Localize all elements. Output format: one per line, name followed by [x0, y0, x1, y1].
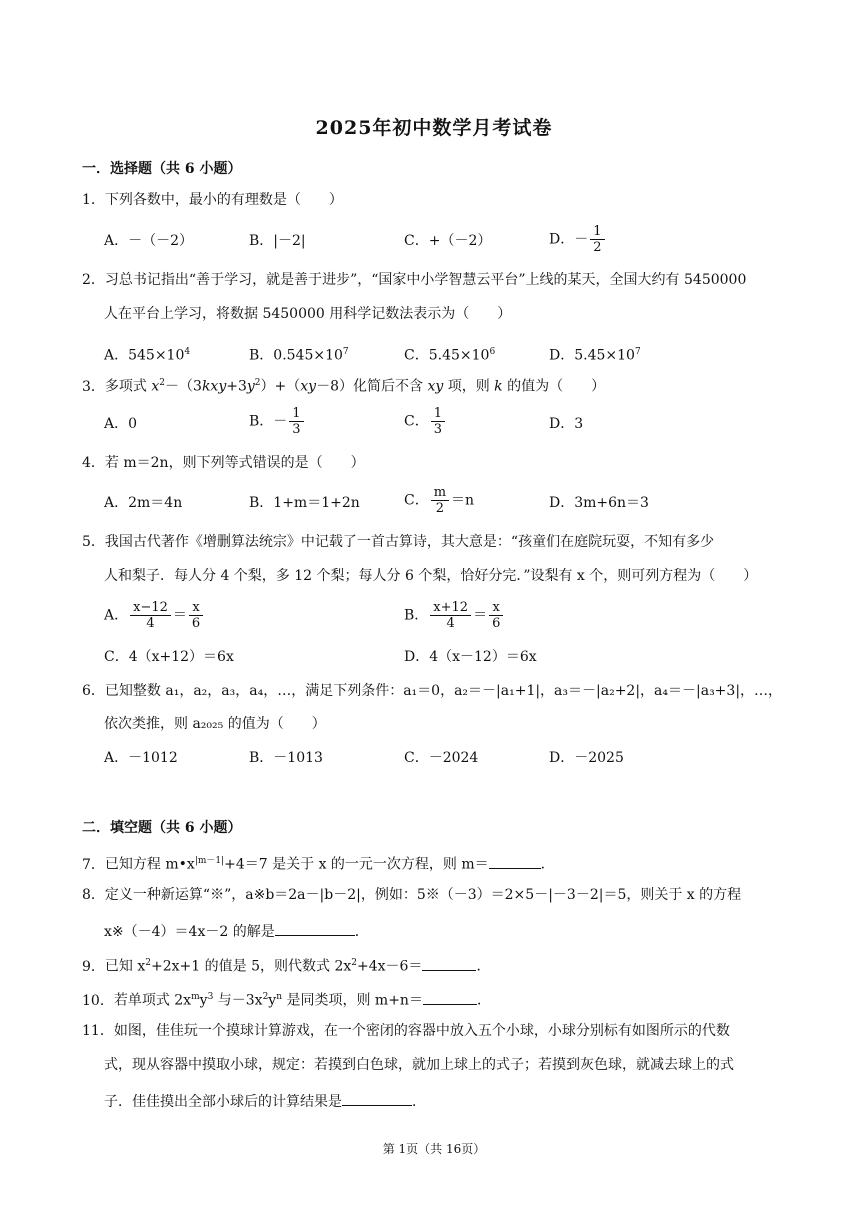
question-number: 8．	[82, 887, 105, 903]
text: 是同类项，则 m+n＝	[282, 992, 423, 1009]
fraction	[431, 406, 445, 437]
text: ．	[354, 924, 369, 940]
denominator: 6	[191, 616, 201, 631]
question-text-line1: 定义一种新运算“※”，a※b＝2a－|b－2|，例如：5※（－3）＝2×5－|－3－2|＝5，则关于 x 的方程	[104, 887, 742, 903]
text: +4＝7 是关于 x 的一元一次方程，则 m＝	[224, 856, 489, 873]
question-number: 1．	[82, 192, 105, 208]
question-number: 2．	[82, 272, 105, 288]
exponent: 7	[342, 347, 349, 357]
text: 项，则	[443, 378, 495, 395]
page-title: 2025年初中数学月考试卷	[315, 117, 553, 139]
option-a: A．0	[104, 416, 138, 432]
exponent: m	[191, 992, 200, 1002]
section-heading-fill: 二．填空题（共 6 小题）	[82, 820, 242, 836]
option-label: D．－	[549, 231, 589, 248]
option-text: A．545×10	[104, 347, 185, 364]
option-c: C．+（－2）	[404, 233, 492, 249]
option-a: A．－（－2）	[104, 233, 194, 249]
exponent: n	[276, 992, 283, 1002]
section-heading-choice: 一．选择题（共 6 小题）	[82, 161, 242, 177]
text: 多项式	[104, 378, 152, 395]
option-label: A．	[104, 607, 129, 624]
question-number: 4．	[82, 455, 105, 471]
question-4	[82, 453, 365, 473]
numerator: x−12	[130, 600, 171, 616]
question-text-line1: 习总书记指出“善于学习，就是善于进步”，“国家中小学智慧云平台”上线的某天，全国大约有 5450000	[104, 272, 747, 288]
question-number: 7．	[82, 856, 105, 873]
exponent: 2	[145, 958, 152, 968]
denominator: 4	[446, 616, 455, 631]
option-d: D．4（x－12）＝6x	[404, 649, 537, 665]
question-number: 10．	[82, 992, 114, 1009]
question-2-line2: 人在平台上学习，将数据 5450000 用科学记数法表示为（ ）	[104, 306, 512, 322]
fraction	[289, 406, 303, 437]
exponent: |m－1|	[194, 856, 225, 866]
question-9	[82, 953, 490, 977]
option-text: C．5.45×10	[404, 347, 490, 364]
exponent: 7	[634, 347, 641, 357]
question-10	[82, 987, 491, 1011]
var: x	[151, 378, 160, 395]
question-11-line2: 式，现从容器中摸取小球，规定：若摸到白色球，就加上球上的式子；若摸到灰色球，就减去球上的式	[104, 1057, 734, 1073]
option-d: D．3m+6n＝3	[549, 495, 649, 511]
numerator: 1	[289, 406, 303, 422]
option-b: B．|－2|	[249, 233, 306, 249]
option-b: B． $\frac{x+12}{4}$ ＝ $\frac{x}{6}$	[404, 600, 505, 631]
text: y	[199, 992, 208, 1009]
question-text-line1: 如图，佳佳玩一个摸球计算游戏，在一个密闭的容器中放入五个小球，小球分别标有如图所示的代数	[113, 1023, 730, 1039]
exponent: 2	[159, 378, 166, 388]
question-number: 11．	[82, 1023, 114, 1039]
text: ．	[476, 992, 491, 1009]
question-5-line2: 人和梨子．每人分 4 个梨，多 12 个梨；每人分 6 个梨，恰好分完．”设梨有 x 个，则可列方程为（ ）	[104, 568, 758, 584]
question-8	[82, 885, 741, 905]
text: +4x－6＝	[356, 958, 423, 975]
question-2	[82, 270, 746, 290]
text: ．	[540, 856, 555, 873]
fraction	[130, 600, 171, 631]
option-a	[104, 342, 190, 366]
denominator: 3	[292, 422, 301, 437]
option-c	[404, 485, 474, 516]
numerator: 1	[590, 224, 604, 240]
fraction	[590, 224, 604, 255]
exponent: 4	[184, 347, 191, 357]
var: k	[494, 378, 503, 395]
var: xy	[300, 378, 317, 395]
question-11	[82, 1021, 730, 1041]
text: 已知 x	[104, 958, 146, 975]
text: +3	[226, 378, 247, 395]
option-d: D．－2025	[549, 750, 624, 766]
var: y	[246, 378, 255, 395]
denominator: 6	[492, 616, 501, 631]
numerator: m	[431, 485, 449, 501]
denominator: 4	[146, 616, 155, 631]
exponent: 6	[489, 347, 496, 357]
page-footer: 第 1页（共 16页）	[382, 1142, 486, 1156]
question-3	[82, 373, 605, 397]
var: xy	[427, 378, 444, 395]
option-label: C．	[404, 492, 429, 509]
fraction	[489, 600, 503, 631]
option-c: C．4（x+12）＝6x	[104, 649, 234, 665]
option-c	[404, 342, 495, 366]
text: 子．佳佳摸出全部小球后的计算结果是	[104, 1094, 342, 1110]
question-number: 5．	[82, 534, 105, 550]
text: x※（－4）＝4x－2 的解是	[104, 924, 275, 940]
option-d	[549, 342, 641, 366]
option-d: D．3	[549, 416, 584, 432]
option-text: B．0.545×10	[249, 347, 343, 364]
question-number: 6．	[82, 683, 105, 699]
question-text-line1: 我国古代著作《增删算法统宗》中记载了一首古算诗，其大意是：“孩童们在庭院玩耍，不知有多少	[104, 534, 715, 550]
option-b: B．－1013	[249, 750, 323, 766]
question-6	[82, 681, 782, 701]
fraction	[189, 600, 203, 631]
text: 若单项式 2x	[113, 992, 192, 1009]
question-5	[82, 532, 714, 552]
option-a: A．2m＝4n	[104, 495, 183, 511]
option-d	[549, 224, 607, 255]
text: 已知方程 m•x	[104, 856, 195, 873]
answer-blank[interactable]	[275, 919, 355, 936]
numerator: x+12	[430, 600, 471, 616]
denominator: 2	[593, 240, 602, 255]
fraction	[431, 485, 449, 516]
numerator: x	[489, 600, 503, 616]
text: －8）化简后不含	[316, 378, 428, 395]
question-number: 3．	[82, 378, 105, 395]
option-b	[249, 342, 349, 366]
exponent: 3	[207, 992, 214, 1002]
option-label: B．－	[249, 413, 288, 430]
exponent: 2	[262, 992, 269, 1002]
numerator: 1	[431, 406, 445, 422]
text: 的值为（ ）	[502, 378, 606, 395]
denominator: 2	[435, 501, 445, 516]
text: ）+（	[260, 378, 301, 395]
option-c: C．－2024	[404, 750, 479, 766]
text: ．	[476, 958, 491, 975]
option-c	[404, 406, 447, 437]
text: －（3	[165, 378, 202, 395]
answer-blank[interactable]	[489, 852, 541, 869]
question-text: 若 m＝2n，则下列等式错误的是（ ）	[104, 455, 365, 471]
option-b	[249, 406, 306, 437]
text: y	[268, 992, 277, 1009]
option-a: A．－1012	[104, 750, 178, 766]
option-a: A． $\frac{x-12}{4}$ ＝ $\frac{x}{6}$	[104, 600, 205, 631]
text: +2x+1 的值是 5，则代数式 2x	[151, 958, 352, 975]
question-7	[82, 851, 555, 875]
option-label: B．	[404, 607, 429, 624]
fraction	[430, 600, 471, 631]
option-label: C．	[404, 413, 429, 430]
answer-blank[interactable]	[422, 954, 476, 971]
denominator: 3	[433, 422, 442, 437]
answer-blank[interactable]	[342, 1089, 412, 1106]
question-number: 9．	[82, 958, 105, 975]
question-text: 下列各数中，最小的有理数是（ ）	[104, 192, 343, 208]
question-11-line3	[104, 1089, 426, 1112]
question-8-line2	[104, 919, 369, 942]
option-b: B．1+m＝1+2n	[249, 495, 360, 511]
answer-blank[interactable]	[423, 988, 477, 1005]
numerator: x	[189, 600, 203, 616]
text: 与－3x	[213, 992, 263, 1009]
text: ＝n	[451, 492, 475, 509]
question-1	[82, 190, 343, 210]
exponent: 2	[351, 958, 357, 968]
question-text-line1: 已知整数 a₁，a₂，a₃，a₄，…，满足下列条件：a₁＝0，a₂＝－|a₁+1|，a₃＝－|a₂+2|，a₄＝－|a₃+3|，…，	[104, 683, 783, 699]
question-6-line2: 依次类推，则 a₂₀₂₅ 的值为（ ）	[104, 716, 326, 732]
var: kxy	[201, 378, 227, 395]
exponent: 2	[254, 378, 261, 388]
option-text: D．5.45×10	[549, 347, 635, 364]
text: ．	[412, 1094, 426, 1110]
